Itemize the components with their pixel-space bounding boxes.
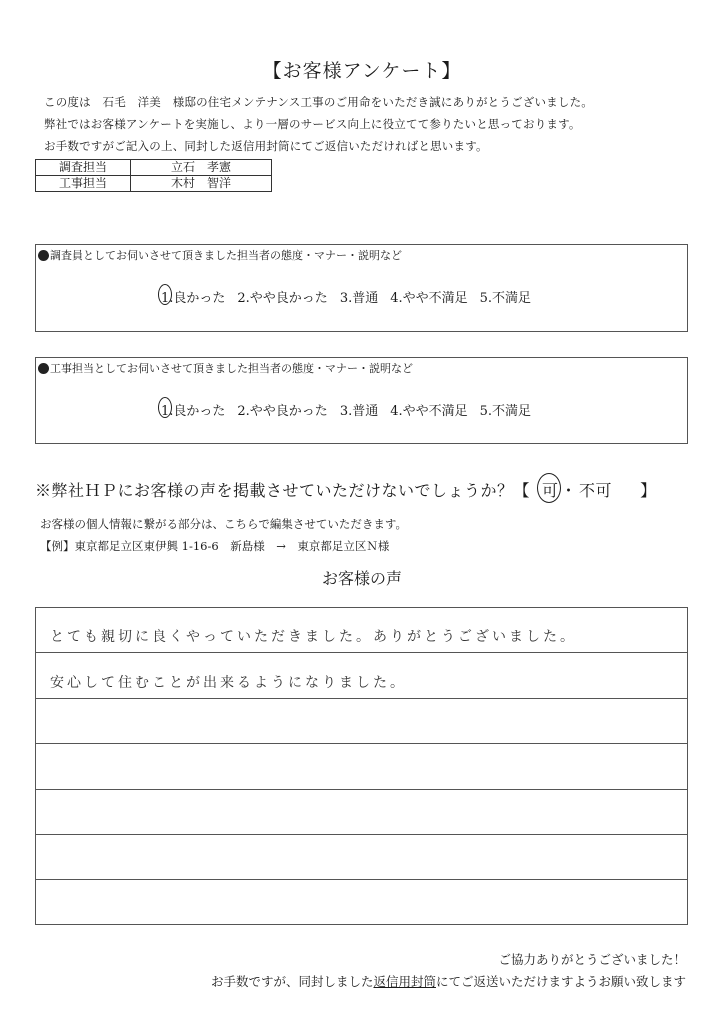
handwritten-comment: 安心して住むことが出来るようになりました。 — [50, 674, 407, 691]
option-label: 5.不満足 — [479, 291, 532, 306]
voice-line-1[interactable] — [36, 608, 687, 653]
question-label — [38, 247, 402, 263]
question-label — [38, 360, 413, 376]
question-text: 調査員としてお伺いさせて頂きました担当者の態度・マナー・説明など — [50, 249, 402, 262]
bracket-close: 】 — [640, 481, 657, 500]
handwritten-comment: とても親切に良くやっていただきました。ありがとうございました。 — [50, 629, 577, 646]
option-label: 4.やや不満足 — [390, 404, 468, 419]
request-text: にてご返送いただけますようお願い致します — [435, 974, 686, 989]
rating-option-1[interactable] — [161, 287, 225, 306]
question-text: 工事担当としてお伺いさせて頂きました担当者の態度・マナー・説明など — [50, 362, 413, 375]
footer-thanks: ご協力ありがとうございました！ — [498, 952, 686, 967]
hp-permission-question — [35, 478, 657, 501]
voice-line-2[interactable] — [36, 653, 687, 698]
bullet-icon — [38, 250, 49, 261]
rating-options — [161, 287, 531, 306]
rating-option-2[interactable] — [237, 400, 327, 419]
option-label: 2.やや良かった — [237, 291, 328, 306]
staff-role: 調査担当 — [36, 160, 131, 176]
staff-role: 工事担当 — [36, 176, 131, 192]
staff-row-construction — [36, 176, 272, 192]
question-box-constructor — [35, 357, 688, 444]
option-label: 5.不満足 — [479, 404, 532, 419]
option-label: 3.普通 — [339, 291, 379, 306]
hp-choice-no[interactable] — [579, 478, 612, 501]
choice-label: 不可 — [579, 481, 613, 500]
rating-option-4[interactable] — [390, 287, 467, 306]
voice-section-title: お客様の声 — [321, 569, 402, 588]
voice-line-7[interactable] — [36, 880, 687, 925]
rating-option-5[interactable] — [480, 287, 531, 306]
staff-row-survey — [36, 160, 272, 176]
hp-question-text: ※弊社ＨＰにお客様の声を掲載させていただけないでしょうか？【 — [35, 481, 531, 500]
option-label: 3.普通 — [339, 404, 379, 419]
voice-line-3[interactable] — [36, 699, 687, 744]
rating-option-5[interactable] — [480, 400, 531, 419]
option-label: 4.やや不満足 — [390, 291, 468, 306]
rating-option-2[interactable] — [237, 287, 327, 306]
voice-line-5[interactable] — [36, 790, 687, 835]
rating-option-4[interactable] — [390, 400, 467, 419]
choice-label: 可 — [542, 481, 559, 500]
voice-line-6[interactable] — [36, 835, 687, 880]
selected-circle-icon — [537, 473, 561, 503]
request-text: お手数ですが、同封しました — [210, 974, 374, 989]
return-envelope-text: 返信用封筒 — [373, 974, 436, 989]
staff-name: 立石 孝憲 — [131, 160, 272, 176]
question-box-surveyor — [35, 244, 688, 332]
rating-option-3[interactable] — [340, 400, 378, 419]
rating-options — [161, 400, 531, 419]
page-title: 【お客様アンケート】 — [262, 60, 462, 82]
voice-line-4[interactable] — [36, 744, 687, 789]
rating-option-3[interactable] — [340, 287, 378, 306]
intro-line-3: お手数ですがご記入の上、同封した返信用封筒にてご返信いただければと思います。 — [44, 139, 488, 153]
staff-table — [35, 159, 272, 192]
privacy-note: お客様の個人情報に繋がる部分は、こちらで編集させていただきます。 — [40, 517, 407, 531]
example-note: 【例】東京都足立区東伊興 1-16-6 新島様 → 東京都足立区Ｎ様 — [40, 539, 390, 553]
rating-option-1[interactable] — [161, 400, 225, 419]
intro-line-2: 弊社ではお客様アンケートを実施し、より一層のサービス向上に役立てて参りたいと思っております。 — [44, 117, 581, 131]
intro-line-1: この度は 石毛 洋美 様邸の住宅メンテナンス工事のご用命をいただき誠にありがとうございました。 — [44, 95, 593, 109]
option-label: 2.やや良かった — [237, 404, 328, 419]
bullet-icon — [38, 363, 49, 374]
customer-voice-box — [35, 607, 688, 925]
footer-request — [211, 972, 686, 990]
separator: ・ — [560, 481, 578, 500]
selected-circle-icon — [158, 397, 172, 418]
hp-choice-yes[interactable] — [542, 478, 559, 501]
option-label: 1.良かった — [161, 404, 226, 419]
selected-circle-icon — [158, 284, 172, 305]
staff-name: 木村 智洋 — [131, 176, 272, 192]
option-label: 1.良かった — [161, 291, 226, 306]
